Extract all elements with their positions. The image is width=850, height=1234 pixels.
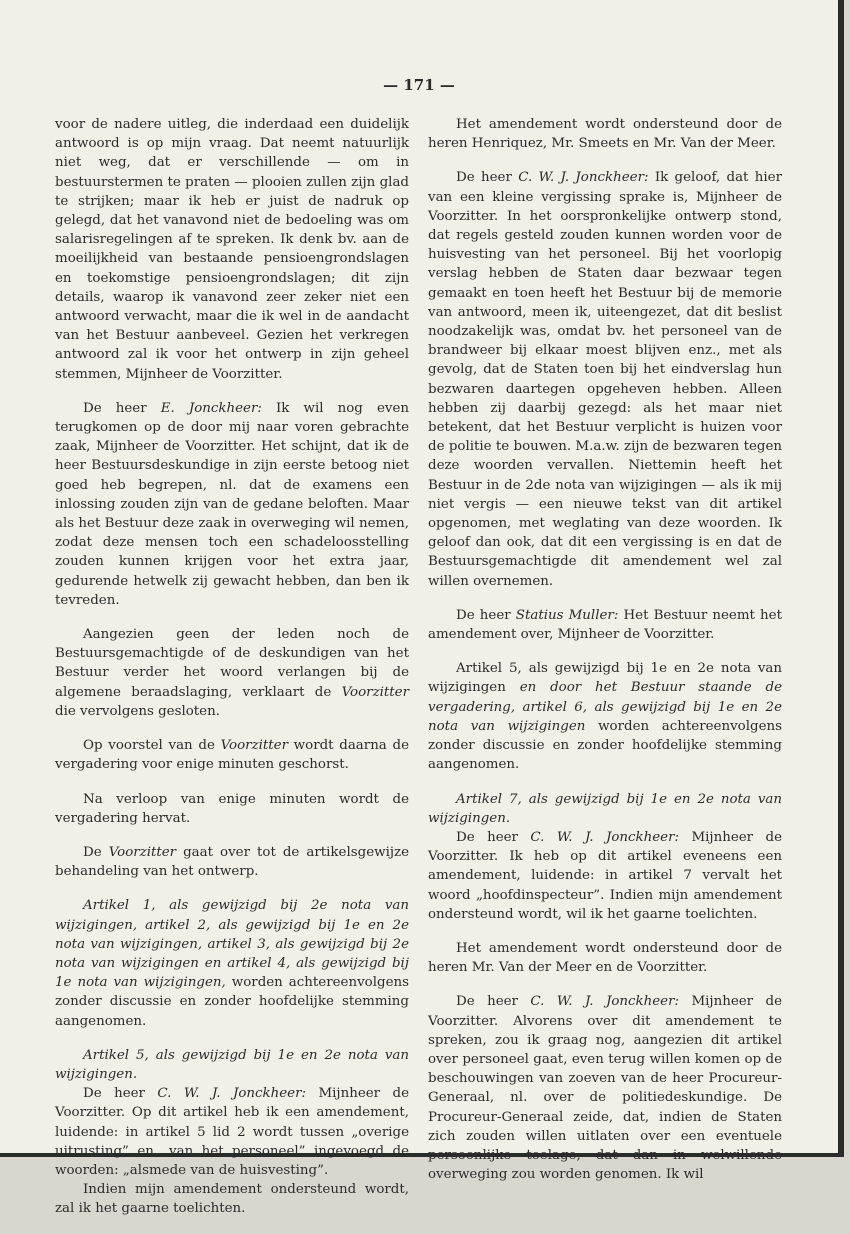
right-column bbox=[428, 115, 782, 1199]
text-segment: Het amendement wordt ondersteund door de heren Mr. Van der Meer en de Voorzitter. bbox=[428, 940, 782, 976]
paragraph bbox=[55, 843, 409, 881]
text-segment: Mijnheer de Voorzitter. Ik heb op dit artikel eveneens een amendement, luidende: in artikel 7 vervalt het woord „hoofdinspecteur”. Indien mijn amendement ondersteund wordt, wil ik het gaarne toelichten. bbox=[428, 829, 783, 922]
text-segment: Ik wil nog even terugkomen op de door mij naar voren gebrachte zaak, Mijnheer de Voorzitter. Het schijnt, dat ik de heer Bestuursdeskundige in zijn eerste betoog niet goed heb begrepen, nl. dat de examens een inlossing zouden zijn van de gedane beloften. Maar als het Bestuur deze zaak in overweging wil nemen, zodat deze mensen toch een schadeloosstelling zouden kunnen krijgen voor het extra jaar, gedurende hetwelk zij gewacht hebben, dan ben ik tevreden. bbox=[55, 400, 409, 608]
paragraph bbox=[428, 828, 782, 924]
text-segment: die vervolgens gesloten. bbox=[55, 703, 220, 719]
italic-text: Statius Muller: bbox=[515, 607, 619, 623]
paragraph bbox=[428, 939, 782, 977]
text-segment: Mijnheer de Voorzitter. Alvorens over dit amendement te spreken, zou ik graag nog, aangezien dit artikel over personeel gaat, even terug willen komen op de beschouwingen van zoeven van de heer Procureur-Generaal, nl. over de politiedeskundige. De Procureur-Generaal zeide, dat, indien de Staten zich zouden willen uitlaten over een eventuele persoonlijke toelage, dat dan in welwillende overweging zou worden genomen. Ik wil bbox=[428, 994, 783, 1183]
text-segment: Ik geloof, dat hier van een kleine vergissing sprake is, Mijnheer de Voorzitter. In het oorspronkelijke ontwerp stond, dat regels gesteld zouden kunnen worden voor de huisvesting van het personeel. Bij het voorlopig verslag hebben de Staten daar bezwaar tegen gemaakt en toen heeft het Bestuur bij de memorie van antwoord, meen ik, uiteengezet, dat dit beslist noodzakelijk was, omdat bv. het personeel van de brandweer bij elkaar moest blijven enz., met als gevolg, dat de Staten toen bij het eindverslag hun bezwaren daartegen opgeheven hebben. Alleen hebben zij daarbij gezegd: als het maar niet betekent, dat het Bestuur verplicht is huizen voor de politie te bouwen. M.a.w. zijn de bezwaren tegen deze woorden vervallen. Niettemin heeft het Bestuur in de 2de nota van wijzigingen — als ik mij niet vergis — een nieuwe tekst van dit artikel opgenomen, met weglating van deze woorden. Ik geloof dan ook, dat dit een vergissing is en dat de Bestuursgemachtigde dit amendement wel zal willen overnemen. bbox=[428, 170, 782, 589]
paragraph bbox=[55, 625, 409, 721]
paragraph bbox=[55, 896, 409, 1030]
text-segment: De heer bbox=[456, 829, 531, 845]
paragraph bbox=[55, 1046, 409, 1084]
paragraph bbox=[428, 168, 782, 590]
paragraph bbox=[428, 659, 782, 774]
text-segment: Mijnheer de Voorzitter. Op dit artikel heb ik een amendement, luidende: in artikel 5 lid 2 wordt tussen „overige uitrusting” en „van het personeel” ingevoegd de woorden: „alsmede van de huisvesting”. bbox=[55, 1086, 410, 1178]
italic-text: E. Jonckheer: bbox=[160, 400, 262, 416]
paragraph bbox=[55, 399, 409, 610]
text-segment: De heer bbox=[83, 400, 161, 416]
text-segment: wordt daarna de vergadering voor enige minuten geschorst. bbox=[55, 738, 409, 773]
text-segment: Na verloop van enige minuten wordt de vergadering hervat. bbox=[55, 791, 409, 826]
italic-text: en door het Bestuur staande de vergadering, artikel 6, als gewijzigd bij 1e en 2e nota van wijzigingen bbox=[428, 680, 782, 734]
italic-text: Artikel 1, als gewijzigd bij 2e nota van wijzigingen, artikel 2, als gewijzigd bij 1e en 2e nota van wijzigingen, artikel 3, als gewijzigd bij 2e nota van wijzigingen en artikel 4, als gewijzigd bij 1e nota van wijzigingen, bbox=[55, 898, 409, 991]
text-segment: De heer bbox=[456, 994, 531, 1010]
paragraph bbox=[55, 115, 409, 384]
italic-text: C. W. J. Jonckheer: bbox=[157, 1086, 307, 1102]
italic-text: Voorzitter bbox=[220, 738, 288, 754]
italic-text: Artikel 7, als gewijzigd bij 1e en 2e nota van wijzigingen. bbox=[428, 791, 782, 826]
text-segment: De heer bbox=[83, 1086, 158, 1102]
italic-text: C. W. J. Jonckheer: bbox=[518, 170, 649, 186]
text-segment: Artikel 5, als gewijzigd bij 1e en 2e nota van wijzigingen bbox=[428, 661, 782, 696]
paragraph bbox=[428, 790, 782, 828]
text-segment: worden achtereenvolgens zonder discussie en zonder hoofdelijke stemming aangenomen. bbox=[428, 718, 782, 773]
paragraph bbox=[55, 790, 409, 828]
italic-text: Voorzitter bbox=[341, 684, 409, 700]
italic-text: Artikel 5, als gewijzigd bij 1e en 2e nota van wijzigingen. bbox=[55, 1047, 409, 1082]
paragraph bbox=[428, 115, 782, 153]
text-segment: gaat over tot de artikelsgewijze behandeling van het ontwerp. bbox=[55, 844, 409, 880]
left-column bbox=[55, 115, 409, 1234]
paragraph bbox=[55, 1084, 409, 1180]
text-segment: De bbox=[83, 844, 109, 860]
italic-text: C. W. J. Jonckheer: bbox=[530, 994, 680, 1010]
paragraph bbox=[55, 736, 409, 774]
paragraph bbox=[428, 606, 782, 644]
paragraph bbox=[428, 992, 782, 1184]
text-segment: De heer bbox=[456, 170, 519, 186]
text-segment: worden achtereenvolgens zonder discussie en zonder hoofdelijke stemming aangenomen. bbox=[55, 975, 410, 1029]
text-segment: Het Bestuur neemt het amendement over, Mijnheer de Voorzitter. bbox=[428, 607, 782, 643]
text-segment: Op voorstel van de bbox=[83, 738, 221, 754]
text-segment: voor de nadere uitleg, die inderdaad een duidelijk antwoord is op mijn vraag. Dat neemt natuurlijk niet weg, dat er verschillende — om in bestuurstermen te praten — plooien zullen zijn glad te strijken; maar ik heb er juist de nadruk op gelegd, dat het vanavond niet de bedoeling was om salarisregelingen af te spreken. Ik denk bv. aan de moeilijkheid van bestaande pensioengrondslagen en toekomstige pensioengrondslagen; dit zijn details, waarop ik vanavond zeer zeker niet een antwoord verwacht, maar die ik wel in de aandacht van het Bestuur aanbeveel. Gezien het verkregen antwoord zal ik voor het ontwerp in zijn geheel stemmen, Mijnheer de Voorzitter. bbox=[55, 117, 409, 382]
page-number: — 171 — bbox=[383, 76, 455, 94]
text-segment: De heer bbox=[456, 607, 516, 623]
paragraph bbox=[55, 1180, 409, 1218]
italic-text: C. W. J. Jonckheer: bbox=[530, 829, 680, 845]
text-segment: Het amendement wordt ondersteund door de heren Henriquez, Mr. Smeets en Mr. Van der Meer. bbox=[428, 117, 782, 152]
italic-text: Voorzitter bbox=[108, 844, 177, 860]
text-segment: Aangezien geen der leden noch de Bestuursgemachtigde of de deskundigen van het Bestuur verder het woord verlangen bij de algemene beraadslaging, verklaart de bbox=[55, 627, 409, 700]
text-segment: Indien mijn amendement ondersteund wordt, zal ik het gaarne toelichten. bbox=[55, 1182, 409, 1217]
